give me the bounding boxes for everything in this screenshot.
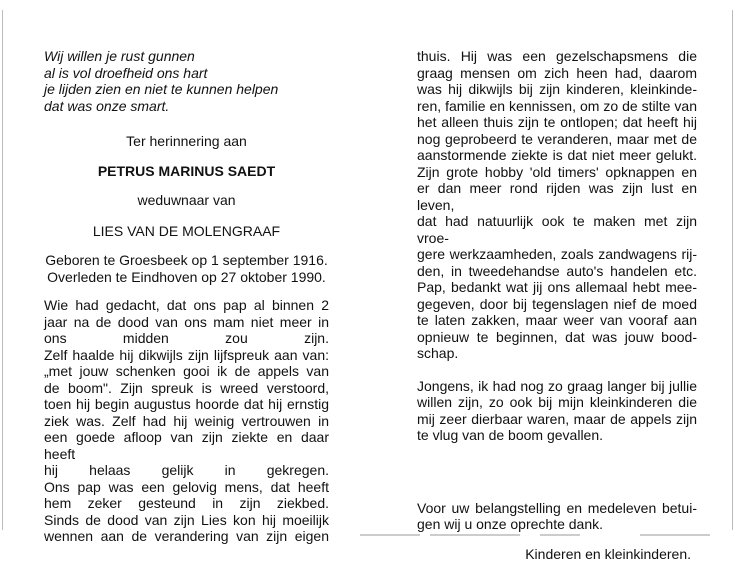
text-line: er dan meer rond rijden was zijn lust en leven, [417,180,697,213]
text-line: Ons pap was een gelovig mens, dat heeft [44,479,329,496]
memorial-intro: Ter herinnering aan [44,133,329,150]
text-line: opnieuw te beginnen, dat was jouw bood- [417,329,697,346]
death-line: Overleden te Eindhoven op 27 oktober 1990. [44,269,329,286]
scan-artifact [360,534,420,536]
text-line: te vlug van de boom gevallen. [417,427,697,444]
poem-line: al is vol droefheid ons hart [44,65,329,82]
left-panel [44,48,329,545]
left-body-text [44,297,329,545]
text-line: jaar na de dood van ons mam niet meer in [44,314,329,331]
text-line: Zijn grote hobby 'old timers' opknappen en [417,164,697,181]
text-line: graag mensen om zich heen had, daarom [417,65,697,82]
poem-line: dat was onze smart. [44,98,329,115]
deceased-name: PETRUS MARINUS SAEDT [44,163,329,180]
text-line: mij zeer dierbaar waren, maar de appels zijn [417,411,697,428]
text-line: het alleen thuis zijn te ontlopen; dat heeft hij [417,114,697,131]
poem-line: je lijden zien en niet te kunnen helpen [44,81,329,98]
text-line: te laten zakken, maar weer van vooraf aan [417,312,697,329]
text-line: hij helaas gelijk in gekregen. [44,462,329,479]
text-line: de boom". Zijn spreuk is wreed verstoord, [44,380,329,397]
text-line: ziek was. Zelf had hij weinig vertrouwen in [44,413,329,430]
text-line: een goede afloop van zijn ziekte en daar heeft [44,429,329,462]
right-body-text [417,48,697,362]
text-line: schap. [417,345,697,362]
text-line: ren, familie en kennissen, om zo de stilte van [417,98,697,115]
text-line: was hij dikwijls bij zijn kinderen, kleinkinde- [417,81,697,98]
text-line: aanstormende ziekte is dat niet meer gelukt. [417,147,697,164]
text-line: thuis. Hij was een gezelschapsmens die [417,48,697,65]
birth-line: Geboren te Groesbeek op 1 september 1916. [44,252,329,269]
text-line: gegeven, door bij tegenslagen nief de moed [417,296,697,313]
text-line: gen wij u onze oprechte dank. [417,516,697,533]
text-line: „met jouw schenken gooi ik de appels van [44,363,329,380]
text-line: gere werkzaamheden, zoals zandwagens rij- [417,246,697,263]
text-line: den, in tweedehandse auto's handelen etc. [417,263,697,280]
text-line: Wie had gedacht, dat ons pap al binnen 2 [44,297,329,314]
relation-text: weduwnaar van [44,192,329,209]
text-line: Jongens, ik had nog zo graag langer bij jullie [417,378,697,395]
text-line: Zelf haalde hij dikwijls zijn lijfspreuk aan van: [44,347,329,364]
text-line: ons midden zou zijn. [44,330,329,347]
thanks-text [417,500,697,533]
text-line: toen hij begin augustus hoorde dat hij ernstig [44,396,329,413]
text-line: Voor uw belangstelling en medeleven betui- [417,500,697,517]
card-edge-right [732,10,733,530]
spouse-name: LIES VAN DE MOLENGRAAF [44,223,329,240]
text-line: hem zeker gesteund in zijn ziekbed. [44,495,329,512]
card-edge-left [2,10,3,530]
text-line: Pap, bedankt wat jij ons allemaal hebt mee- [417,279,697,296]
text-line: dat had natuurlijk ook te maken met zijn vroe- [417,213,697,246]
poem [44,48,329,114]
text-line: willen zijn, zo ook bij mijn kleinkinderen die [417,394,697,411]
text-line: wennen aan de verandering van zijn eigen [44,528,329,545]
farewell-text [417,378,697,444]
poem-line: Wij willen je rust gunnen [44,48,329,65]
text-line: Sinds de dood van zijn Lies kon hij moeilijk [44,512,329,529]
text-line: nog geprobeerd te veranderen, maar met de [417,131,697,148]
right-panel [417,48,697,562]
signature: Kinderen en kleinkinderen. [417,546,697,562]
